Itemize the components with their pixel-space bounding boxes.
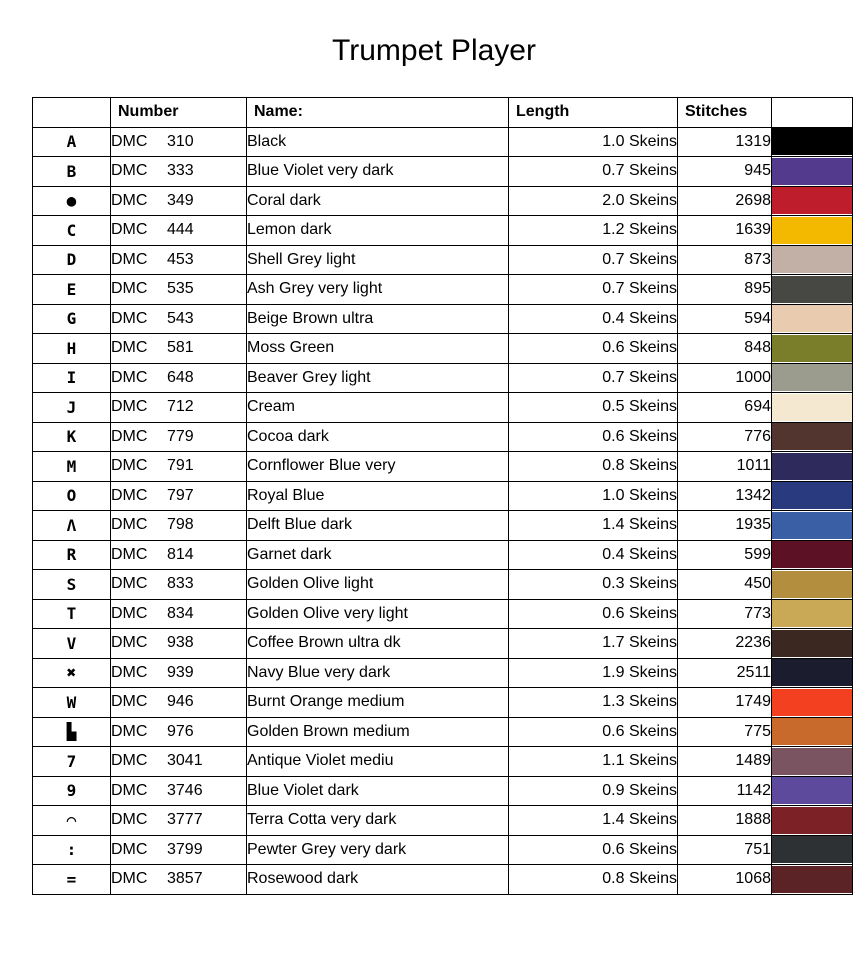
symbol-cell: Λ <box>33 511 111 541</box>
header-length: Length <box>509 98 678 128</box>
length-cell: 0.3 Skeins <box>509 570 678 600</box>
stitches-cell: 599 <box>678 540 772 570</box>
brand-label: DMC <box>111 870 148 888</box>
color-swatch <box>772 335 852 362</box>
name-cell: Royal Blue <box>247 481 509 511</box>
name-cell: Navy Blue very dark <box>247 658 509 688</box>
floss-code: 648 <box>167 368 194 386</box>
color-swatch <box>772 364 852 391</box>
length-cell: 0.7 Skeins <box>509 245 678 275</box>
brand-label: DMC <box>111 339 148 357</box>
floss-code: 349 <box>167 191 194 209</box>
number-cell <box>111 393 247 423</box>
number-cell <box>111 216 247 246</box>
brand-label: DMC <box>111 221 148 239</box>
color-cell <box>772 629 853 659</box>
color-cell <box>772 865 853 895</box>
color-cell <box>772 511 853 541</box>
table-row <box>33 658 853 688</box>
floss-code: 976 <box>167 722 194 740</box>
length-cell: 1.0 Skeins <box>509 127 678 157</box>
symbol-cell: ✖ <box>33 658 111 688</box>
name-cell: Delft Blue dark <box>247 511 509 541</box>
length-cell: 0.7 Skeins <box>509 157 678 187</box>
floss-code: 791 <box>167 457 194 475</box>
name-cell: Garnet dark <box>247 540 509 570</box>
table-row <box>33 481 853 511</box>
number-cell <box>111 363 247 393</box>
name-cell: Blue Violet dark <box>247 776 509 806</box>
header-number: Number <box>111 98 247 128</box>
color-swatch <box>772 836 852 863</box>
color-cell <box>772 422 853 452</box>
symbol-cell: 7 <box>33 747 111 777</box>
stitches-cell: 1142 <box>678 776 772 806</box>
brand-label: DMC <box>111 309 148 327</box>
floss-key-table <box>32 97 853 895</box>
brand-label: DMC <box>111 191 148 209</box>
symbol-cell: ▙ <box>33 717 111 747</box>
length-cell: 1.2 Skeins <box>509 216 678 246</box>
floss-code: 3799 <box>167 840 203 858</box>
number-cell <box>111 511 247 541</box>
stitches-cell: 1000 <box>678 363 772 393</box>
floss-code: 535 <box>167 280 194 298</box>
name-cell: Lemon dark <box>247 216 509 246</box>
stitches-cell: 1068 <box>678 865 772 895</box>
floss-code: 779 <box>167 427 194 445</box>
symbol-cell: O <box>33 481 111 511</box>
symbol-cell: = <box>33 865 111 895</box>
color-swatch <box>772 689 852 716</box>
table-row <box>33 127 853 157</box>
color-swatch <box>772 600 852 627</box>
name-cell: Terra Cotta very dark <box>247 806 509 836</box>
symbol-cell: V <box>33 629 111 659</box>
length-cell: 0.5 Skeins <box>509 393 678 423</box>
number-cell <box>111 865 247 895</box>
page-title: Trumpet Player <box>332 34 536 67</box>
floss-code: 3746 <box>167 781 203 799</box>
length-cell: 0.9 Skeins <box>509 776 678 806</box>
stitches-cell: 895 <box>678 275 772 305</box>
color-swatch <box>772 571 852 598</box>
length-cell: 0.6 Skeins <box>509 334 678 364</box>
table-row <box>33 422 853 452</box>
symbol-cell: M <box>33 452 111 482</box>
table-row <box>33 629 853 659</box>
table-row <box>33 599 853 629</box>
color-cell <box>772 806 853 836</box>
stitches-cell: 2698 <box>678 186 772 216</box>
color-swatch <box>772 423 852 450</box>
stitches-cell: 751 <box>678 835 772 865</box>
stitches-cell: 775 <box>678 717 772 747</box>
table-row <box>33 245 853 275</box>
name-cell: Coffee Brown ultra dk <box>247 629 509 659</box>
length-cell: 1.7 Skeins <box>509 629 678 659</box>
color-cell <box>772 570 853 600</box>
color-cell <box>772 127 853 157</box>
color-swatch <box>772 246 852 273</box>
color-cell <box>772 481 853 511</box>
table-row <box>33 570 853 600</box>
color-cell <box>772 363 853 393</box>
name-cell: Black <box>247 127 509 157</box>
stitches-cell: 594 <box>678 304 772 334</box>
color-swatch <box>772 276 852 303</box>
brand-label: DMC <box>111 811 148 829</box>
name-cell: Beige Brown ultra <box>247 304 509 334</box>
stitches-cell: 945 <box>678 157 772 187</box>
symbol-cell: ● <box>33 186 111 216</box>
length-cell: 0.8 Skeins <box>509 452 678 482</box>
table-row <box>33 216 853 246</box>
stitches-cell: 773 <box>678 599 772 629</box>
header-name: Name: <box>247 98 509 128</box>
name-cell: Pewter Grey very dark <box>247 835 509 865</box>
stitches-cell: 694 <box>678 393 772 423</box>
table-row <box>33 747 853 777</box>
table-row <box>33 865 853 895</box>
number-cell <box>111 570 247 600</box>
brand-label: DMC <box>111 840 148 858</box>
color-cell <box>772 157 853 187</box>
table-row <box>33 157 853 187</box>
table-row <box>33 363 853 393</box>
color-swatch <box>772 482 852 509</box>
number-cell <box>111 540 247 570</box>
number-cell <box>111 275 247 305</box>
number-cell <box>111 688 247 718</box>
name-cell: Golden Olive light <box>247 570 509 600</box>
name-cell: Cream <box>247 393 509 423</box>
number-cell <box>111 776 247 806</box>
brand-label: DMC <box>111 545 148 563</box>
length-cell: 1.9 Skeins <box>509 658 678 688</box>
table-row <box>33 776 853 806</box>
color-swatch <box>772 128 852 155</box>
color-swatch <box>772 748 852 775</box>
symbol-cell: G <box>33 304 111 334</box>
header-color <box>772 98 853 128</box>
color-cell <box>772 393 853 423</box>
brand-label: DMC <box>111 693 148 711</box>
name-cell: Ash Grey very light <box>247 275 509 305</box>
stitches-cell: 2511 <box>678 658 772 688</box>
stitches-cell: 1639 <box>678 216 772 246</box>
floss-code: 581 <box>167 339 194 357</box>
stitches-cell: 450 <box>678 570 772 600</box>
color-swatch <box>772 512 852 539</box>
table-row <box>33 275 853 305</box>
number-cell <box>111 599 247 629</box>
floss-code: 310 <box>167 132 194 150</box>
stitches-cell: 848 <box>678 334 772 364</box>
symbol-cell: A <box>33 127 111 157</box>
name-cell: Blue Violet very dark <box>247 157 509 187</box>
header-symbol <box>33 98 111 128</box>
brand-label: DMC <box>111 781 148 799</box>
number-cell <box>111 157 247 187</box>
stitches-cell: 2236 <box>678 629 772 659</box>
number-cell <box>111 629 247 659</box>
number-cell <box>111 304 247 334</box>
symbol-cell: C <box>33 216 111 246</box>
stitches-cell: 1888 <box>678 806 772 836</box>
brand-label: DMC <box>111 634 148 652</box>
length-cell: 1.3 Skeins <box>509 688 678 718</box>
stitches-cell: 873 <box>678 245 772 275</box>
floss-code: 3857 <box>167 870 203 888</box>
symbol-cell: S <box>33 570 111 600</box>
length-cell: 1.1 Skeins <box>509 747 678 777</box>
color-swatch <box>772 394 852 421</box>
brand-label: DMC <box>111 722 148 740</box>
symbol-cell: W <box>33 688 111 718</box>
brand-label: DMC <box>111 132 148 150</box>
symbol-cell: 9 <box>33 776 111 806</box>
symbol-cell: I <box>33 363 111 393</box>
brand-label: DMC <box>111 575 148 593</box>
table-row <box>33 334 853 364</box>
name-cell: Beaver Grey light <box>247 363 509 393</box>
color-cell <box>772 275 853 305</box>
symbol-cell: ◠ <box>33 806 111 836</box>
length-cell: 0.6 Skeins <box>509 599 678 629</box>
floss-code: 444 <box>167 221 194 239</box>
name-cell: Cocoa dark <box>247 422 509 452</box>
stitches-cell: 1749 <box>678 688 772 718</box>
number-cell <box>111 835 247 865</box>
color-swatch <box>772 305 852 332</box>
color-cell <box>772 717 853 747</box>
stitches-cell: 776 <box>678 422 772 452</box>
name-cell: Golden Brown medium <box>247 717 509 747</box>
brand-label: DMC <box>111 280 148 298</box>
length-cell: 0.6 Skeins <box>509 422 678 452</box>
brand-label: DMC <box>111 427 148 445</box>
brand-label: DMC <box>111 368 148 386</box>
color-cell <box>772 304 853 334</box>
table-row <box>33 186 853 216</box>
floss-code: 798 <box>167 516 194 534</box>
color-cell <box>772 452 853 482</box>
number-cell <box>111 658 247 688</box>
symbol-cell: E <box>33 275 111 305</box>
color-swatch <box>772 453 852 480</box>
color-swatch <box>772 541 852 568</box>
floss-code: 834 <box>167 604 194 622</box>
number-cell <box>111 245 247 275</box>
brand-label: DMC <box>111 663 148 681</box>
floss-code: 938 <box>167 634 194 652</box>
stitches-cell: 1011 <box>678 452 772 482</box>
brand-label: DMC <box>111 457 148 475</box>
floss-code: 543 <box>167 309 194 327</box>
length-cell: 0.6 Skeins <box>509 835 678 865</box>
number-cell <box>111 747 247 777</box>
color-swatch <box>772 807 852 834</box>
stitches-cell: 1319 <box>678 127 772 157</box>
color-cell <box>772 776 853 806</box>
table-row <box>33 452 853 482</box>
number-cell <box>111 481 247 511</box>
number-cell <box>111 127 247 157</box>
name-cell: Moss Green <box>247 334 509 364</box>
symbol-cell: : <box>33 835 111 865</box>
brand-label: DMC <box>111 250 148 268</box>
brand-label: DMC <box>111 162 148 180</box>
name-cell: Burnt Orange medium <box>247 688 509 718</box>
table-row <box>33 393 853 423</box>
floss-code: 946 <box>167 693 194 711</box>
length-cell: 2.0 Skeins <box>509 186 678 216</box>
brand-label: DMC <box>111 752 148 770</box>
floss-code: 797 <box>167 486 194 504</box>
length-cell: 0.8 Skeins <box>509 865 678 895</box>
color-cell <box>772 835 853 865</box>
symbol-cell: J <box>33 393 111 423</box>
color-cell <box>772 186 853 216</box>
color-cell <box>772 216 853 246</box>
color-swatch <box>772 158 852 185</box>
number-cell <box>111 452 247 482</box>
color-cell <box>772 540 853 570</box>
floss-code: 453 <box>167 250 194 268</box>
color-swatch <box>772 630 852 657</box>
floss-code: 712 <box>167 398 194 416</box>
stitches-cell: 1489 <box>678 747 772 777</box>
color-swatch <box>772 866 852 893</box>
color-cell <box>772 334 853 364</box>
name-cell: Golden Olive very light <box>247 599 509 629</box>
table-row <box>33 304 853 334</box>
number-cell <box>111 806 247 836</box>
table-row <box>33 511 853 541</box>
table-row <box>33 806 853 836</box>
length-cell: 0.7 Skeins <box>509 363 678 393</box>
color-cell <box>772 747 853 777</box>
stitches-cell: 1935 <box>678 511 772 541</box>
stitches-cell: 1342 <box>678 481 772 511</box>
color-cell <box>772 688 853 718</box>
header-row <box>33 98 853 128</box>
table-row <box>33 540 853 570</box>
length-cell: 1.4 Skeins <box>509 511 678 541</box>
symbol-cell: T <box>33 599 111 629</box>
length-cell: 0.4 Skeins <box>509 304 678 334</box>
table-row <box>33 688 853 718</box>
length-cell: 0.4 Skeins <box>509 540 678 570</box>
length-cell: 0.6 Skeins <box>509 717 678 747</box>
table-row <box>33 835 853 865</box>
color-cell <box>772 599 853 629</box>
name-cell: Antique Violet mediu <box>247 747 509 777</box>
color-cell <box>772 658 853 688</box>
color-swatch <box>772 718 852 745</box>
color-swatch <box>772 217 852 244</box>
brand-label: DMC <box>111 516 148 534</box>
brand-label: DMC <box>111 604 148 622</box>
name-cell: Rosewood dark <box>247 865 509 895</box>
color-swatch <box>772 187 852 214</box>
symbol-cell: D <box>33 245 111 275</box>
brand-label: DMC <box>111 486 148 504</box>
symbol-cell: H <box>33 334 111 364</box>
floss-code: 3777 <box>167 811 203 829</box>
color-cell <box>772 245 853 275</box>
floss-code: 3041 <box>167 752 203 770</box>
color-swatch <box>772 777 852 804</box>
brand-label: DMC <box>111 398 148 416</box>
number-cell <box>111 186 247 216</box>
length-cell: 1.0 Skeins <box>509 481 678 511</box>
name-cell: Shell Grey light <box>247 245 509 275</box>
symbol-cell: B <box>33 157 111 187</box>
number-cell <box>111 717 247 747</box>
color-swatch <box>772 659 852 686</box>
number-cell <box>111 334 247 364</box>
floss-code: 939 <box>167 663 194 681</box>
name-cell: Cornflower Blue very <box>247 452 509 482</box>
symbol-cell: R <box>33 540 111 570</box>
number-cell <box>111 422 247 452</box>
floss-code: 814 <box>167 545 194 563</box>
floss-code: 333 <box>167 162 194 180</box>
length-cell: 1.4 Skeins <box>509 806 678 836</box>
length-cell: 0.7 Skeins <box>509 275 678 305</box>
name-cell: Coral dark <box>247 186 509 216</box>
floss-code: 833 <box>167 575 194 593</box>
symbol-cell: K <box>33 422 111 452</box>
header-stitches: Stitches <box>678 98 772 128</box>
table-row <box>33 717 853 747</box>
